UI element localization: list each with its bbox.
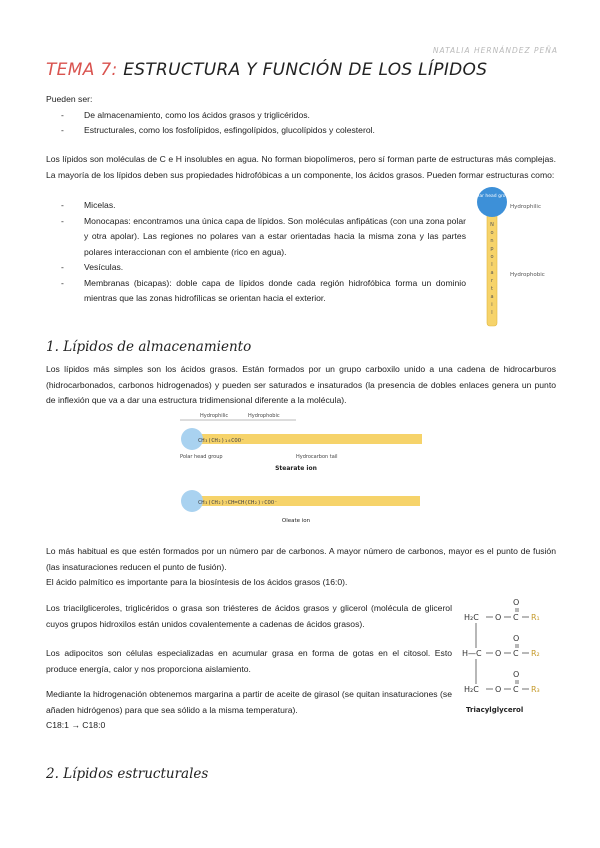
author-name: NATALIA HERNÁNDEZ PEÑA: [432, 46, 558, 55]
svg-text:R₂: R₂: [531, 649, 540, 658]
svg-text:O: O: [513, 634, 520, 643]
tail-letter: n: [490, 238, 494, 244]
svg-text:H₂C: H₂C: [464, 613, 479, 622]
svg-text:O: O: [513, 670, 520, 679]
page-title: [46, 60, 487, 80]
svg-text:C: C: [513, 685, 519, 694]
svg-text:C: C: [513, 649, 519, 658]
triacylglycerol-figure: [458, 590, 568, 720]
list-item: - De almacenamiento, como los ácidos grasos y triglicéridos.: [61, 109, 310, 120]
tail-letter: a: [490, 270, 494, 276]
section-1-paragraph-3: Los triacilgliceroles, triglicéridos o grasa son triésteres de ácidos grasos y glicerol (molécula de glicerol cuyos grupos hidroxilos están unidos covalentemente a cadenas de ácidos grasos).: [46, 603, 452, 629]
tail-letter: l: [491, 262, 493, 268]
hydrocarbon-tail-label: Hydrocarbon tail: [296, 454, 338, 460]
section-1-paragraph-2: Lo más habitual es que estén formados por un número par de carbonos. A mayor número de carbonos, mayor es el punto de fusión (las insaturaciones reducen el punto de fusión). El ácido palmítico es importante para la biosíntesis de los ácidos grasos (16:0).: [46, 546, 556, 587]
svg-text:O: O: [513, 598, 520, 607]
hydrophobic-label: Hydrophobic: [510, 272, 545, 278]
tail-letter: N: [490, 222, 494, 228]
hydrophilic-label: Hydrophilic: [510, 204, 541, 210]
lipids-paragraph: Los lípidos son moléculas de C e H insolubles en agua. No forman biopolímeros, pero sí forman parte de estructuras más complejas. La mayoría de los lípidos deben sus propiedades hidrofóbicas a un componente, los ácidos grasos. Pueden formar estructuras como:: [46, 154, 556, 180]
title-main: ESTRUCTURA Y FUNCIÓN DE LOS LÍPIDOS: [123, 60, 488, 80]
svg-text:H₂C: H₂C: [464, 685, 479, 694]
intro-lead: Pueden ser:: [46, 94, 93, 104]
svg-text:O: O: [495, 613, 502, 622]
stearate-formula: CH₃(CH₂)₁₆COO⁻: [198, 438, 245, 444]
svg-text:C: C: [513, 613, 519, 622]
list-item: - Estructurales, como los fosfolípidos, esfingolípidos, glucolípidos y colesterol.: [61, 125, 375, 135]
list-item: - Membranas (bicapas): doble capa de lípidos donde cada región hidrofóbica forma un dominio mientras que las zonas hidrofílicas se orientan hacia el exterior.: [61, 277, 466, 303]
oleate-formula: CH₃(CH₂)₇CH=CH(CH₂)₇COO⁻: [198, 500, 278, 506]
tail-letter: i: [491, 302, 493, 308]
svg-text:R₃: R₃: [531, 685, 540, 694]
list-item: - Monocapas: encontramos una única capa de lípidos. Son moléculas anfipáticas (con una zona polar y otra apolar). Las regiones no polares van a estar orientadas hacia la misma zona y las partes polares interaccionan con el ambiente (rico en agua).: [61, 215, 466, 257]
svg-text:O: O: [495, 649, 502, 658]
hydrophobic-label: Hydrophobic: [248, 413, 280, 419]
hydrophilic-label: Hydrophilic: [200, 413, 229, 419]
tail-letter: o: [490, 230, 494, 236]
section-1-paragraph-4: Los adipocitos son células especializadas en acumular grasa en forma de gotas en el citosol. Esto produce energía, calor y nos proporciona aislamiento.: [46, 648, 452, 674]
list-item: - Vesículas.: [61, 262, 124, 272]
tag-row-3: [464, 670, 540, 694]
lipids-structures-list: [46, 198, 466, 307]
tail-letter: t: [491, 286, 493, 292]
section-1-paragraph-1: Los lípidos más simples son los ácidos grasos. Están formados por un grupo carboxilo unido a una cadena de hidrocarburos (hidrocarbonados, carbonos hidrogenados) y pueden ser saturados e insaturados (la presencia de dobles enlaces genera un punto de inflexión que va a dar una estructura tridimensional diferente a la molécula).: [46, 364, 556, 405]
svg-text:R₁: R₁: [531, 613, 540, 622]
svg-text:O: O: [495, 685, 502, 694]
intro-block: [46, 92, 556, 139]
tail-letter: p: [490, 246, 494, 252]
section-1-paragraph-5: Mediante la hidrogenación obtenemos margarina a partir de aceite de girasol (se quitan insaturaciones (se añaden hidrógenos) para que sea sólido a la misma temperatura).: [46, 689, 452, 715]
section-1-heading: 1. Lípidos de almacenamiento: [46, 339, 252, 355]
tail-letter: o: [490, 254, 494, 260]
list-item: - Micelas.: [61, 200, 116, 210]
hydrogenation-formula: C18:1 → C18:0: [46, 720, 106, 730]
polar-head-label: Polar head group: [472, 194, 512, 199]
tag-row-2: [462, 634, 540, 658]
triacylglycerol-caption: Triacylglycerol: [466, 706, 524, 714]
polar-head-label: Polar head group: [180, 454, 223, 460]
oleate-caption: Oleate ion: [281, 518, 311, 522]
tail-letter: a: [490, 294, 494, 300]
amphipathic-molecule-figure: [470, 180, 570, 335]
tag-row-1: [464, 598, 540, 622]
svg-text:H—C: H—C: [462, 649, 482, 658]
tail-letter: r: [490, 278, 494, 284]
tail-letter: l: [491, 310, 493, 316]
title-prefix: TEMA 7:: [46, 60, 118, 80]
fatty-acid-ions-figure: [176, 410, 426, 522]
polar-head-circle: [477, 187, 507, 217]
section-2-heading: 2. Lípidos estructurales: [46, 766, 209, 782]
stearate-caption: Stearate ion: [275, 465, 317, 472]
